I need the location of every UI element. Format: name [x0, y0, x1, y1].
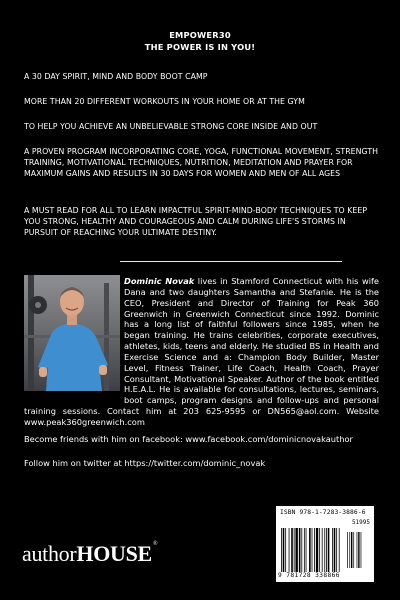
feature-line-2: MORE THAN 20 DIFFERENT WORKOUTS IN YOUR HOME OR AT THE GYM — [24, 97, 305, 106]
author-bio — [24, 276, 379, 428]
feature-line-3: TO HELP YOU ACHIEVE AN UNBELIEVABLE STRONG CORE INSIDE AND OUT — [24, 122, 318, 131]
feature-line-4: A PROVEN PROGRAM INCORPORATING CORE, YOGA, FUNCTIONAL MOVEMENT, STRENGTH TRAINING, MOTIVATIONAL TECHNIQUES, NUTRITION, MEDITATION AND PRAYER FOR MAXIMUM GAINS AND RESULTS IN 30 DAYS FOR WOMEN AND MEN OF ALL AGES — [24, 147, 379, 178]
publisher-logo: authorHOUSE® — [22, 541, 158, 566]
isbn-barcode — [276, 506, 374, 582]
facebook-line: Become friends with him on facebook: www.facebook.com/dominicnovakauthor — [24, 434, 353, 444]
book-title: EMPOWER30 — [169, 30, 231, 40]
book-tagline: THE POWER IS IN YOU! — [144, 42, 256, 52]
feature-line-1: A 30 DAY SPIRIT, MIND AND BODY BOOT CAMP — [24, 72, 208, 81]
isbn-number: ISBN 978-1-7283-3886-6 — [280, 509, 366, 516]
twitter-line: Follow him on twitter at https://twitter.com/dominic_novak — [24, 458, 266, 468]
author-name: Dominic Novak — [124, 276, 195, 286]
barcode-bars — [281, 518, 369, 572]
divider — [120, 261, 342, 262]
price-code: 51995 — [351, 519, 370, 526]
author-bio-text: lives in Stamford Connecticut with his wife Dana and two daughters Samantha and Stefanie. He is the CEO, President and Director of Training for Peak 360 Greenwich in Greenwich Connecticut since 1992. Dominic has a long list of faithful followers since 1985, when he began training. He trains celebrities, corporate executives, athletes, kids, teens and elderly. He studied BS in Health and Exercise Science and a: Champion Body Builder, Master Level, Fitness Trainer, Life Coach, Health Coach, Prayer Consultant, Motivational Speaker. Author of the book entitled H.E.A.L. He is available for consultations, lectures, seminars, boot camps, program designs and follow-ups and personal training sessions. Contact him at 203 625-9595 or DN565@aol.com. Website www.peak360greenwich.com — [24, 276, 379, 427]
feature-line-5: A MUST READ FOR ALL TO LEARN IMPACTFUL SPIRIT-MIND-BODY TECHNIQUES TO KEEP YOU STRONG, HEALTHY AND COURAGEOUS AND CALM DURING LIFE'S STORMS IN PURSUIT OF REACHING YOUR ULTIMATE DESTINY. — [24, 206, 368, 237]
barcode-digits: 9 781728 338866 — [278, 572, 340, 579]
